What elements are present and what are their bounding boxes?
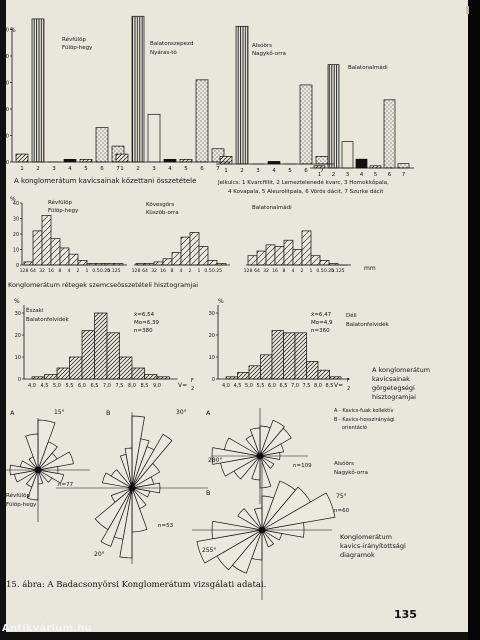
h1-ytick-label-0: 0: [15, 264, 19, 269]
c2-tick-2: 2: [136, 166, 140, 172]
c1-tick-7: 7: [116, 166, 120, 172]
h1-bar-4: [51, 239, 60, 265]
rose-right-locality-1: Alsóörs: [334, 461, 355, 467]
c4-bar-4: [356, 159, 367, 168]
h1-bar-5: [60, 248, 69, 265]
r2-tick-9: 8,0: [314, 383, 322, 389]
c1-ytick-label-30: 30: [2, 80, 9, 87]
r2-ytick-label-0: 0: [211, 377, 215, 383]
h3-bar-4: [275, 246, 284, 265]
c2-locality-2: Nyáras-tó: [150, 50, 177, 56]
h3-tick-6: 4: [291, 269, 295, 274]
c3-bar-2: [236, 26, 248, 164]
ro4-n: n=60: [334, 508, 350, 514]
c4-locality: Balatonalmádi: [348, 65, 388, 71]
r1-bar-8: [120, 357, 133, 379]
h3-bar-3: [266, 245, 275, 265]
r1-tick-9: 8,0: [128, 383, 136, 389]
r2-bar-7: [295, 333, 307, 379]
legend-line-2: 4 Kovapala, 5 Aleurolitpala, 6 Vörös dácit, 7 Szurke dácit: [228, 189, 384, 195]
c2-tick-7: 7: [216, 166, 220, 172]
h3-unit: mm: [364, 265, 376, 272]
r1-bar-4: [70, 357, 83, 379]
r2-tick-7: 7,0: [291, 383, 299, 389]
h3-bar-2: [257, 251, 266, 265]
row2-caption: Konglomerátum rétegek szemcseösszetételi hisztogramjai: [8, 281, 199, 289]
r2-bar-8: [307, 361, 319, 379]
h3-tick-3: 32: [263, 269, 269, 274]
h3-bar-7: [302, 231, 311, 265]
r1-tick-1: 4,0: [28, 383, 36, 389]
r1-ytick-label-30: 30: [14, 311, 21, 317]
r1-tick-6: 6,5: [90, 383, 99, 389]
h2-tick-7: 2: [188, 269, 192, 274]
c3-locality-1: Alsóörs: [252, 43, 273, 49]
c4-tick-7: 7: [401, 172, 406, 178]
ro4-angle-2: 255°: [202, 547, 217, 554]
c4-bar-3: [342, 142, 353, 168]
c2-tick-1: 1: [120, 166, 124, 172]
r2-xvar-num: F: [347, 378, 350, 384]
h1-bar-6: [69, 254, 78, 265]
r2-locality-2: Balatonfelvidék: [346, 322, 389, 328]
h3-bar-6: [293, 250, 302, 266]
c4-bar-6: [384, 100, 395, 168]
r1-ylabel: %: [14, 298, 20, 305]
c2-bar-3: [148, 114, 160, 162]
figure-caption: 15. ábra: A Badacsonyörsi Konglomerátum vizsgálati adatai.: [6, 580, 267, 590]
r2-bar-6: [284, 333, 296, 379]
rose-legend-1: A - Kavics-fuak kollektív: [334, 408, 394, 414]
c1-bar-6: [96, 128, 108, 162]
h1-tick-4: 16: [48, 269, 54, 274]
c1-tick-6: 6: [100, 166, 104, 172]
rounding-title-3: görgetegségi: [372, 384, 415, 392]
ro2-n: n=53: [158, 523, 174, 529]
legend-line-1: Jelkulcs: 1 Kvarcfillit, 2 Lemeztelenedé kvarc, 3 Homokkőpala,: [218, 180, 389, 186]
h1-tick-10: 0.25: [99, 269, 111, 274]
c3-bar-6: [300, 85, 312, 164]
c1-ytick-label-10: 10: [2, 133, 9, 140]
r1-stat-mode: Mo=6,39: [134, 320, 159, 326]
h2-tick-2: 64: [142, 269, 148, 274]
h3-bar-9: [320, 260, 329, 265]
r1-stat-n: n=380: [134, 328, 153, 334]
h3-tick-1: 128: [243, 269, 253, 274]
c4-tick-2: 2: [331, 172, 336, 178]
c1-ytick-label-0: 0: [5, 160, 9, 166]
h2-tick-8: 1: [197, 269, 201, 274]
c2-tick-4: 4: [168, 166, 172, 172]
r1-stat-mean: x̄=6,54: [134, 312, 155, 318]
r1-tick-8: 7,5: [115, 383, 124, 389]
h2-bar-6: [181, 237, 190, 265]
ro1-center: [35, 467, 42, 474]
c3-tick-1: 1: [224, 168, 228, 174]
c3-tick-7: 7: [320, 168, 324, 174]
h2-bar-5: [172, 253, 181, 265]
c1-tick-3: 3: [52, 166, 56, 172]
r1-bar-3: [57, 368, 70, 379]
ro4-center: [259, 527, 266, 534]
c4-tick-5: 5: [373, 172, 378, 178]
c3-bar-7: [316, 156, 328, 164]
rounding-title-4: hisztogramjai: [372, 393, 416, 401]
r2-tick-8: 7,5: [302, 383, 311, 389]
h3-locality: Balatonalmádi: [252, 205, 292, 211]
c4-bar-2: [328, 65, 339, 168]
c1-locality-2: Fülöp-hegy: [62, 45, 93, 51]
h1-ytick-label-40: 40: [12, 202, 19, 207]
h3-tick-5: 8: [282, 269, 286, 274]
r1-tick-11: 9,0: [153, 383, 161, 389]
rose-legend-2: B - Kavics-hosszirányági: [334, 417, 395, 423]
ro3-center: [257, 453, 264, 460]
c2-tick-3: 3: [152, 166, 156, 172]
h1-tick-9: 0.5: [92, 269, 100, 274]
r2-ytick-label-20: 20: [208, 333, 215, 339]
c2-locality-1: Balatonszepezd: [150, 41, 194, 47]
r1-ytick-label-20: 20: [14, 333, 21, 339]
rose-left-locality-1: Révfülöp: [6, 493, 31, 499]
r2-bar-2: [238, 372, 250, 379]
h3-tick-2: 64: [254, 269, 260, 274]
c1-bar-2: [32, 19, 44, 162]
r1-ytick-label-10: 10: [14, 355, 21, 361]
c1-ytick-label-40: 40: [2, 54, 9, 60]
c1-ylabel: %: [10, 27, 16, 34]
rose-left-locality-2: Fülöp-hegy: [6, 502, 37, 508]
h2-locality-2: Küszöb-orra: [146, 210, 179, 216]
h1-tick-11: 0.125: [107, 269, 121, 274]
rounding-title-1: A konglomerátum: [372, 366, 431, 374]
h1-tick-3: 32: [39, 269, 45, 274]
r1-tick-5: 6,0: [78, 383, 86, 389]
c4-tick-6: 6: [387, 172, 392, 178]
rose-title-1: Konglomerátum: [340, 533, 392, 541]
r1-locality-2: Balatonfelvidék: [26, 317, 69, 323]
c1-tick-5: 5: [84, 166, 88, 172]
h3-tick-9: 0.5: [316, 269, 324, 274]
c3-tick-6: 6: [304, 168, 308, 174]
r1-xvar: V=: [178, 382, 188, 389]
c3-tick-3: 3: [256, 168, 260, 174]
r2-stat-n: n=360: [311, 328, 330, 334]
c1-tick-2: 2: [36, 166, 40, 172]
r2-locality-1: Déli: [346, 313, 357, 319]
c2-tick-5: 5: [184, 166, 188, 172]
r2-tick-5: 6,0: [268, 383, 276, 389]
r1-ytick-label-0: 0: [17, 377, 21, 383]
r2-bar-4: [261, 355, 273, 379]
c4-tick-3: 3: [345, 172, 350, 178]
h3-tick-4: 16: [272, 269, 278, 274]
h2-bar-3: [154, 262, 163, 265]
r1-locality-1: Északi: [26, 308, 44, 314]
rose-right-locality-2: Nagykő-orra: [334, 470, 369, 476]
c2-bar-2: [132, 16, 144, 162]
c3-tick-2: 2: [240, 168, 244, 174]
h2-tick-10: 0.25: [211, 269, 223, 274]
row1-caption: A konglomerátum kavicsainak kőzettani összetétele: [14, 177, 197, 185]
h2-bar-4: [163, 259, 172, 265]
ro2-panel: B: [106, 409, 111, 417]
r2-bar-3: [249, 366, 261, 379]
r2-stat-mode: Mo=4,9: [311, 320, 333, 326]
ro3-panel: A: [206, 409, 211, 417]
c1-ytick-label-20: 20: [2, 107, 9, 113]
r2-ytick-label-30: 30: [208, 311, 215, 317]
h2-tick-1: 128: [131, 269, 141, 274]
h2-tick-3: 32: [151, 269, 157, 274]
r1-tick-2: 4,5: [40, 383, 49, 389]
r2-ytick-label-10: 10: [208, 355, 215, 361]
ro1-panel: A: [10, 409, 15, 417]
c1-locality-1: Révfülöp: [62, 37, 87, 43]
h3-tick-8: 1: [309, 269, 313, 274]
h2-bar-9: [208, 260, 217, 265]
h1-locality-2: Fülöp-hegy: [48, 208, 79, 214]
h3-tick-11: 0.125: [331, 269, 345, 274]
c2-bar-1: [116, 154, 128, 162]
h1-tick-6: 4: [67, 269, 71, 274]
ro3-n: n=109: [293, 463, 312, 469]
r2-xvar: V=: [334, 382, 344, 389]
h1-ytick-label-30: 30: [12, 217, 19, 223]
h2-locality-1: Kövesgörs: [146, 202, 175, 208]
c1-ytick-label-50: 50: [2, 27, 9, 34]
h1-bar-3: [42, 215, 51, 265]
ro3-angle: 280°: [208, 457, 223, 464]
r2-tick-6: 6,5: [279, 383, 288, 389]
h2-tick-5: 8: [170, 269, 174, 274]
rose-title-2: kavics-irányítottsági: [340, 542, 406, 550]
ro2-center: [129, 485, 136, 492]
r2-tick-3: 5,0: [245, 383, 253, 389]
h2-tick-4: 16: [160, 269, 166, 274]
r1-bar-6: [95, 313, 108, 379]
r1-tick-3: 5,0: [53, 383, 61, 389]
c3-locality-2: Nagykő-orra: [252, 51, 287, 57]
c3-tick-4: 4: [272, 168, 276, 174]
r1-tick-4: 5,5: [65, 383, 74, 389]
r2-xvar-den: 2: [347, 386, 351, 392]
h1-locality-1: Révfülöp: [48, 200, 73, 206]
rose-title-3: diagramok: [340, 551, 375, 559]
ro2-angle: 30°: [176, 409, 187, 416]
r2-bar-5: [272, 331, 284, 379]
h2-tick-9: 0.5: [204, 269, 212, 274]
h3-bar-5: [284, 240, 293, 265]
h3-tick-7: 2: [300, 269, 304, 274]
r1-bar-2: [45, 375, 58, 379]
ro2-angle-2: 20°: [94, 551, 105, 558]
c4-tick-1: 1: [317, 172, 322, 178]
h3-bar-1: [248, 256, 257, 265]
h2-bar-7: [190, 232, 199, 265]
h1-bar-7: [78, 260, 87, 265]
r1-bar-5: [82, 331, 95, 379]
r1-tick-10: 8,5: [140, 383, 149, 389]
r2-tick-1: 4,0: [222, 383, 230, 389]
h2-bar-8: [199, 246, 208, 265]
c3-bar-1: [220, 156, 232, 164]
h1-bar-2: [33, 231, 42, 265]
c4-tick-4: 4: [359, 172, 364, 178]
h1-ytick-label-10: 10: [12, 248, 19, 254]
page-number: 135: [394, 608, 417, 621]
h3-tick-10: 0.25: [323, 269, 335, 274]
rounding-title-2: kavicsainak: [372, 375, 410, 383]
c1-bar-1: [16, 154, 28, 162]
c1-tick-4: 4: [68, 166, 72, 172]
r1-bar-9: [132, 368, 145, 379]
r1-bar-10: [145, 375, 158, 379]
h1-tick-5: 8: [58, 269, 62, 274]
c2-tick-6: 6: [200, 166, 204, 172]
r2-ylabel: %: [218, 298, 224, 305]
r2-tick-2: 4,5: [233, 383, 242, 389]
ro1-angle: 15°: [54, 409, 65, 416]
h2-tick-6: 4: [179, 269, 183, 274]
r2-stat-mean: x̄=6,47: [311, 312, 332, 318]
h1-tick-7: 2: [76, 269, 80, 274]
c1-tick-1: 1: [20, 166, 24, 172]
r1-bar-7: [107, 333, 120, 379]
ro4-panel: B: [206, 489, 211, 497]
h1-ytick-label-20: 20: [12, 233, 19, 238]
c2-bar-6: [196, 80, 208, 162]
r2-tick-4: 5,5: [256, 383, 265, 389]
r2-tick-10: 8,5: [325, 383, 334, 389]
r1-tick-7: 7,0: [103, 383, 111, 389]
h1-tick-1: 128: [19, 269, 29, 274]
h3-bar-8: [311, 256, 320, 265]
r1-xvar-num: F: [191, 378, 194, 384]
h1-tick-8: 1: [85, 269, 89, 274]
ro4-angle: 75°: [336, 493, 347, 500]
rose-legend-3: orientáció: [342, 425, 367, 431]
h1-bar-1: [24, 262, 33, 265]
c3-tick-5: 5: [288, 168, 292, 174]
r2-bar-9: [318, 370, 330, 379]
watermark: Antikvárium.hu: [2, 623, 92, 634]
h1-ylabel: %: [10, 196, 16, 203]
h1-tick-2: 64: [30, 269, 36, 274]
c4-bar-7: [398, 164, 409, 168]
ro1-n: n=77: [58, 482, 74, 488]
r1-xvar-den: 2: [191, 386, 195, 392]
